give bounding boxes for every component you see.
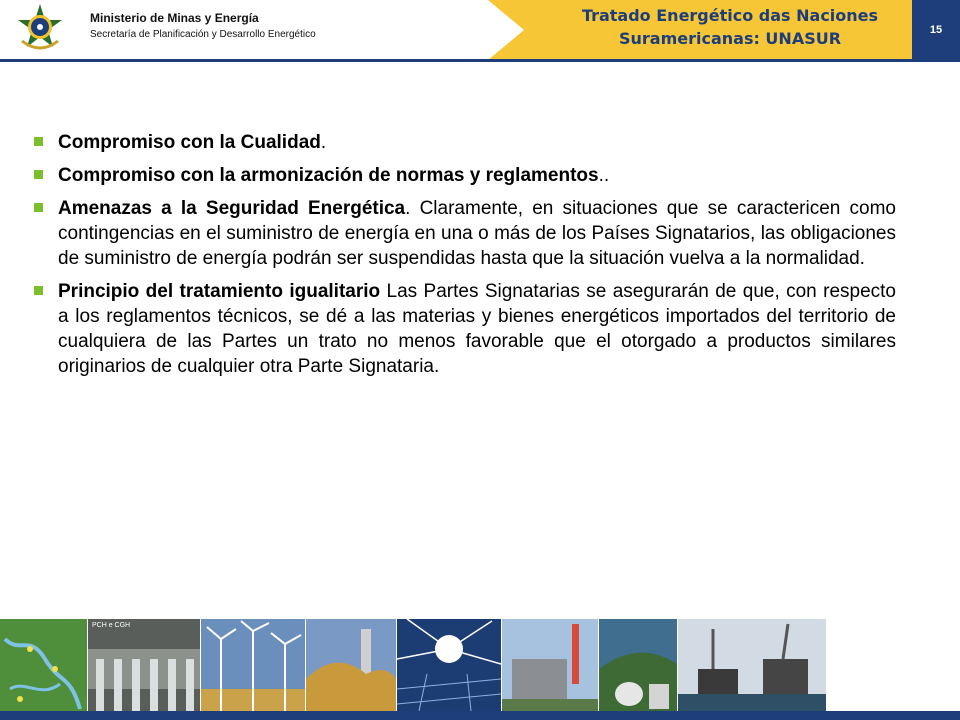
power-plant-image xyxy=(502,619,598,720)
slide-title-line1: Tratado Energético das Naciones xyxy=(581,6,879,25)
bullet-heading: Compromiso con la armonización de normas y reglamentos xyxy=(58,165,599,186)
bullet-text: . Claramente, en situaciones que se caractericen como contingencias en el suministro de energía en una o más de los Países Signatarios, las obligaciones de suministro de energía podrán ser suspendidas hasta que la situación vuelva a la normalidad. xyxy=(58,198,896,269)
header-divider xyxy=(0,59,960,62)
ministry-name: Ministerio de Minas y Energía xyxy=(90,11,259,25)
bullet-heading: Compromiso con la Cualidad xyxy=(58,132,321,153)
slide-title-line2: Suramericanas: UNASUR xyxy=(618,29,842,48)
energy-photo-strip xyxy=(0,619,960,720)
map-image xyxy=(0,619,87,720)
coat-of-arms-icon xyxy=(14,3,66,55)
square-bullet-icon xyxy=(34,170,43,179)
solar-panels-image xyxy=(397,619,501,720)
secretaria-name: Secretaría de Planificación y Desarrollo Energético xyxy=(90,29,316,40)
wind-turbines-image xyxy=(201,619,305,720)
footer-bar xyxy=(0,711,960,720)
square-bullet-icon xyxy=(34,137,43,146)
bullet-item xyxy=(30,279,896,379)
bullet-heading: Amenazas a la Seguridad Energética xyxy=(58,198,406,219)
square-bullet-icon xyxy=(34,286,43,295)
dam-image xyxy=(88,619,200,720)
bullet-heading: Principio del tratamiento igualitario xyxy=(58,281,381,302)
oil-platform-image xyxy=(678,619,826,720)
bullet-text: Las Partes Signatarias se asegurarán de que, con respecto a los reglamentos técnicos, se dé a las materias y bienes energéticos importados del territorio de cualquiera de las Partes un trato no menos favorable que el otorgado a productos similares originarios de cualquier otra Parte Signataria. xyxy=(58,281,896,377)
biomass-image xyxy=(306,619,396,720)
square-bullet-icon xyxy=(34,203,43,212)
slide-title xyxy=(560,4,900,50)
slide-header xyxy=(0,0,960,60)
bullet-text: .. xyxy=(598,165,610,186)
bullet-item xyxy=(30,163,896,188)
bullet-item xyxy=(30,196,896,271)
map-caption: PCH e CGH xyxy=(92,622,131,629)
bullet-item xyxy=(30,130,896,155)
bullet-list xyxy=(30,130,896,387)
nuclear-plant-image xyxy=(599,619,677,720)
page-number: 15 xyxy=(912,0,960,60)
bullet-text: . xyxy=(320,132,327,153)
